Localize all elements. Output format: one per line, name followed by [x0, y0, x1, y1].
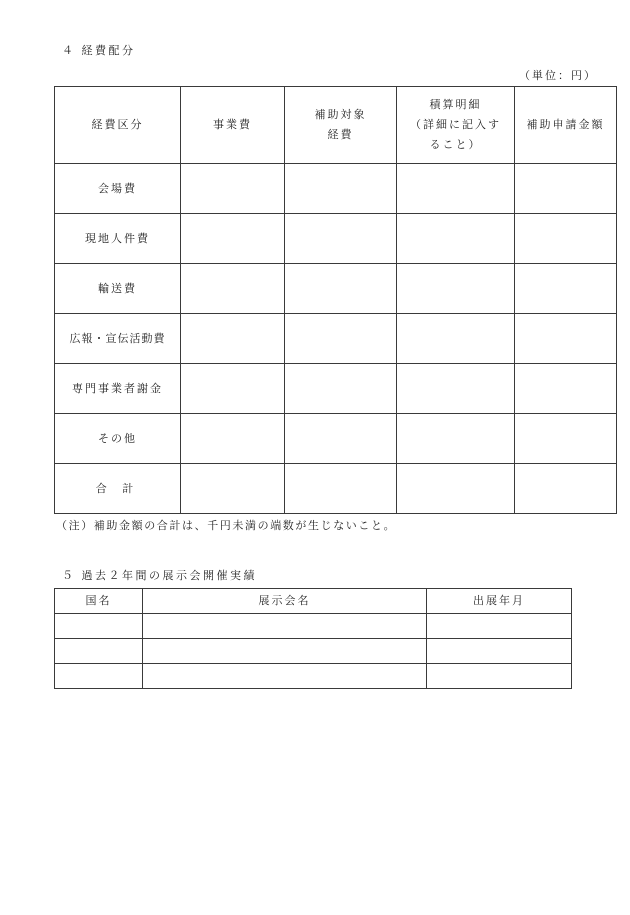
input-cell[interactable]	[181, 214, 285, 264]
input-cell[interactable]	[181, 414, 285, 464]
column-header: 積算明細 （詳細に記入す ること）	[397, 87, 515, 164]
input-cell[interactable]	[143, 664, 427, 689]
input-cell[interactable]	[397, 164, 515, 214]
input-cell[interactable]	[515, 214, 617, 264]
input-cell[interactable]	[397, 414, 515, 464]
column-header: 展示会名	[143, 589, 427, 614]
input-cell[interactable]	[515, 364, 617, 414]
section5-heading: ５ 過去２年間の展示会開催実績	[62, 569, 257, 582]
column-header: 国名	[55, 589, 143, 614]
input-cell[interactable]	[285, 214, 397, 264]
table-note: （注）補助金額の合計は、千円未満の端数が生じないこと。	[56, 519, 397, 532]
table-row	[55, 164, 617, 214]
table-row	[55, 364, 617, 414]
table-row	[55, 614, 572, 639]
row-label: 現地人件費	[55, 214, 181, 264]
input-cell[interactable]	[143, 614, 427, 639]
row-label: 輸送費	[55, 264, 181, 314]
input-cell[interactable]	[397, 364, 515, 414]
input-cell[interactable]	[515, 464, 617, 514]
input-cell[interactable]	[55, 639, 143, 664]
input-cell[interactable]	[55, 614, 143, 639]
input-cell[interactable]	[397, 214, 515, 264]
row-label: 専門事業者謝金	[55, 364, 181, 414]
table-row	[55, 214, 617, 264]
table-row	[55, 264, 617, 314]
column-header: 補助対象 経費	[285, 87, 397, 164]
column-header: 出展年月	[427, 589, 572, 614]
input-cell[interactable]	[515, 414, 617, 464]
input-cell[interactable]	[397, 264, 515, 314]
input-cell[interactable]	[427, 664, 572, 689]
column-header: 補助申請金額	[515, 87, 617, 164]
section4-heading: ４ 経費配分	[62, 44, 136, 57]
row-label-total: 合 計	[55, 464, 181, 514]
row-label: その他	[55, 414, 181, 464]
expense-allocation-table	[54, 86, 617, 514]
input-cell[interactable]	[181, 314, 285, 364]
table-row	[55, 664, 572, 689]
row-label: 広報・宣伝活動費	[55, 314, 181, 364]
table-row	[55, 414, 617, 464]
input-cell[interactable]	[55, 664, 143, 689]
row-label: 会場費	[55, 164, 181, 214]
table-header-row	[55, 589, 572, 614]
input-cell[interactable]	[181, 364, 285, 414]
input-cell[interactable]	[181, 464, 285, 514]
input-cell[interactable]	[285, 164, 397, 214]
exhibition-history-table	[54, 588, 572, 689]
total-row	[55, 464, 617, 514]
input-cell[interactable]	[285, 364, 397, 414]
column-header: 経費区分	[55, 87, 181, 164]
unit-label: （単位：円）	[519, 69, 597, 82]
input-cell[interactable]	[285, 264, 397, 314]
input-cell[interactable]	[515, 164, 617, 214]
table-row	[55, 314, 617, 364]
input-cell[interactable]	[427, 614, 572, 639]
column-header: 事業費	[181, 87, 285, 164]
input-cell[interactable]	[181, 164, 285, 214]
input-cell[interactable]	[285, 314, 397, 364]
input-cell[interactable]	[397, 464, 515, 514]
input-cell[interactable]	[143, 639, 427, 664]
input-cell[interactable]	[515, 314, 617, 364]
table-header-row	[55, 87, 617, 164]
input-cell[interactable]	[181, 264, 285, 314]
input-cell[interactable]	[427, 639, 572, 664]
input-cell[interactable]	[285, 464, 397, 514]
input-cell[interactable]	[285, 414, 397, 464]
input-cell[interactable]	[515, 264, 617, 314]
table-row	[55, 639, 572, 664]
input-cell[interactable]	[397, 314, 515, 364]
